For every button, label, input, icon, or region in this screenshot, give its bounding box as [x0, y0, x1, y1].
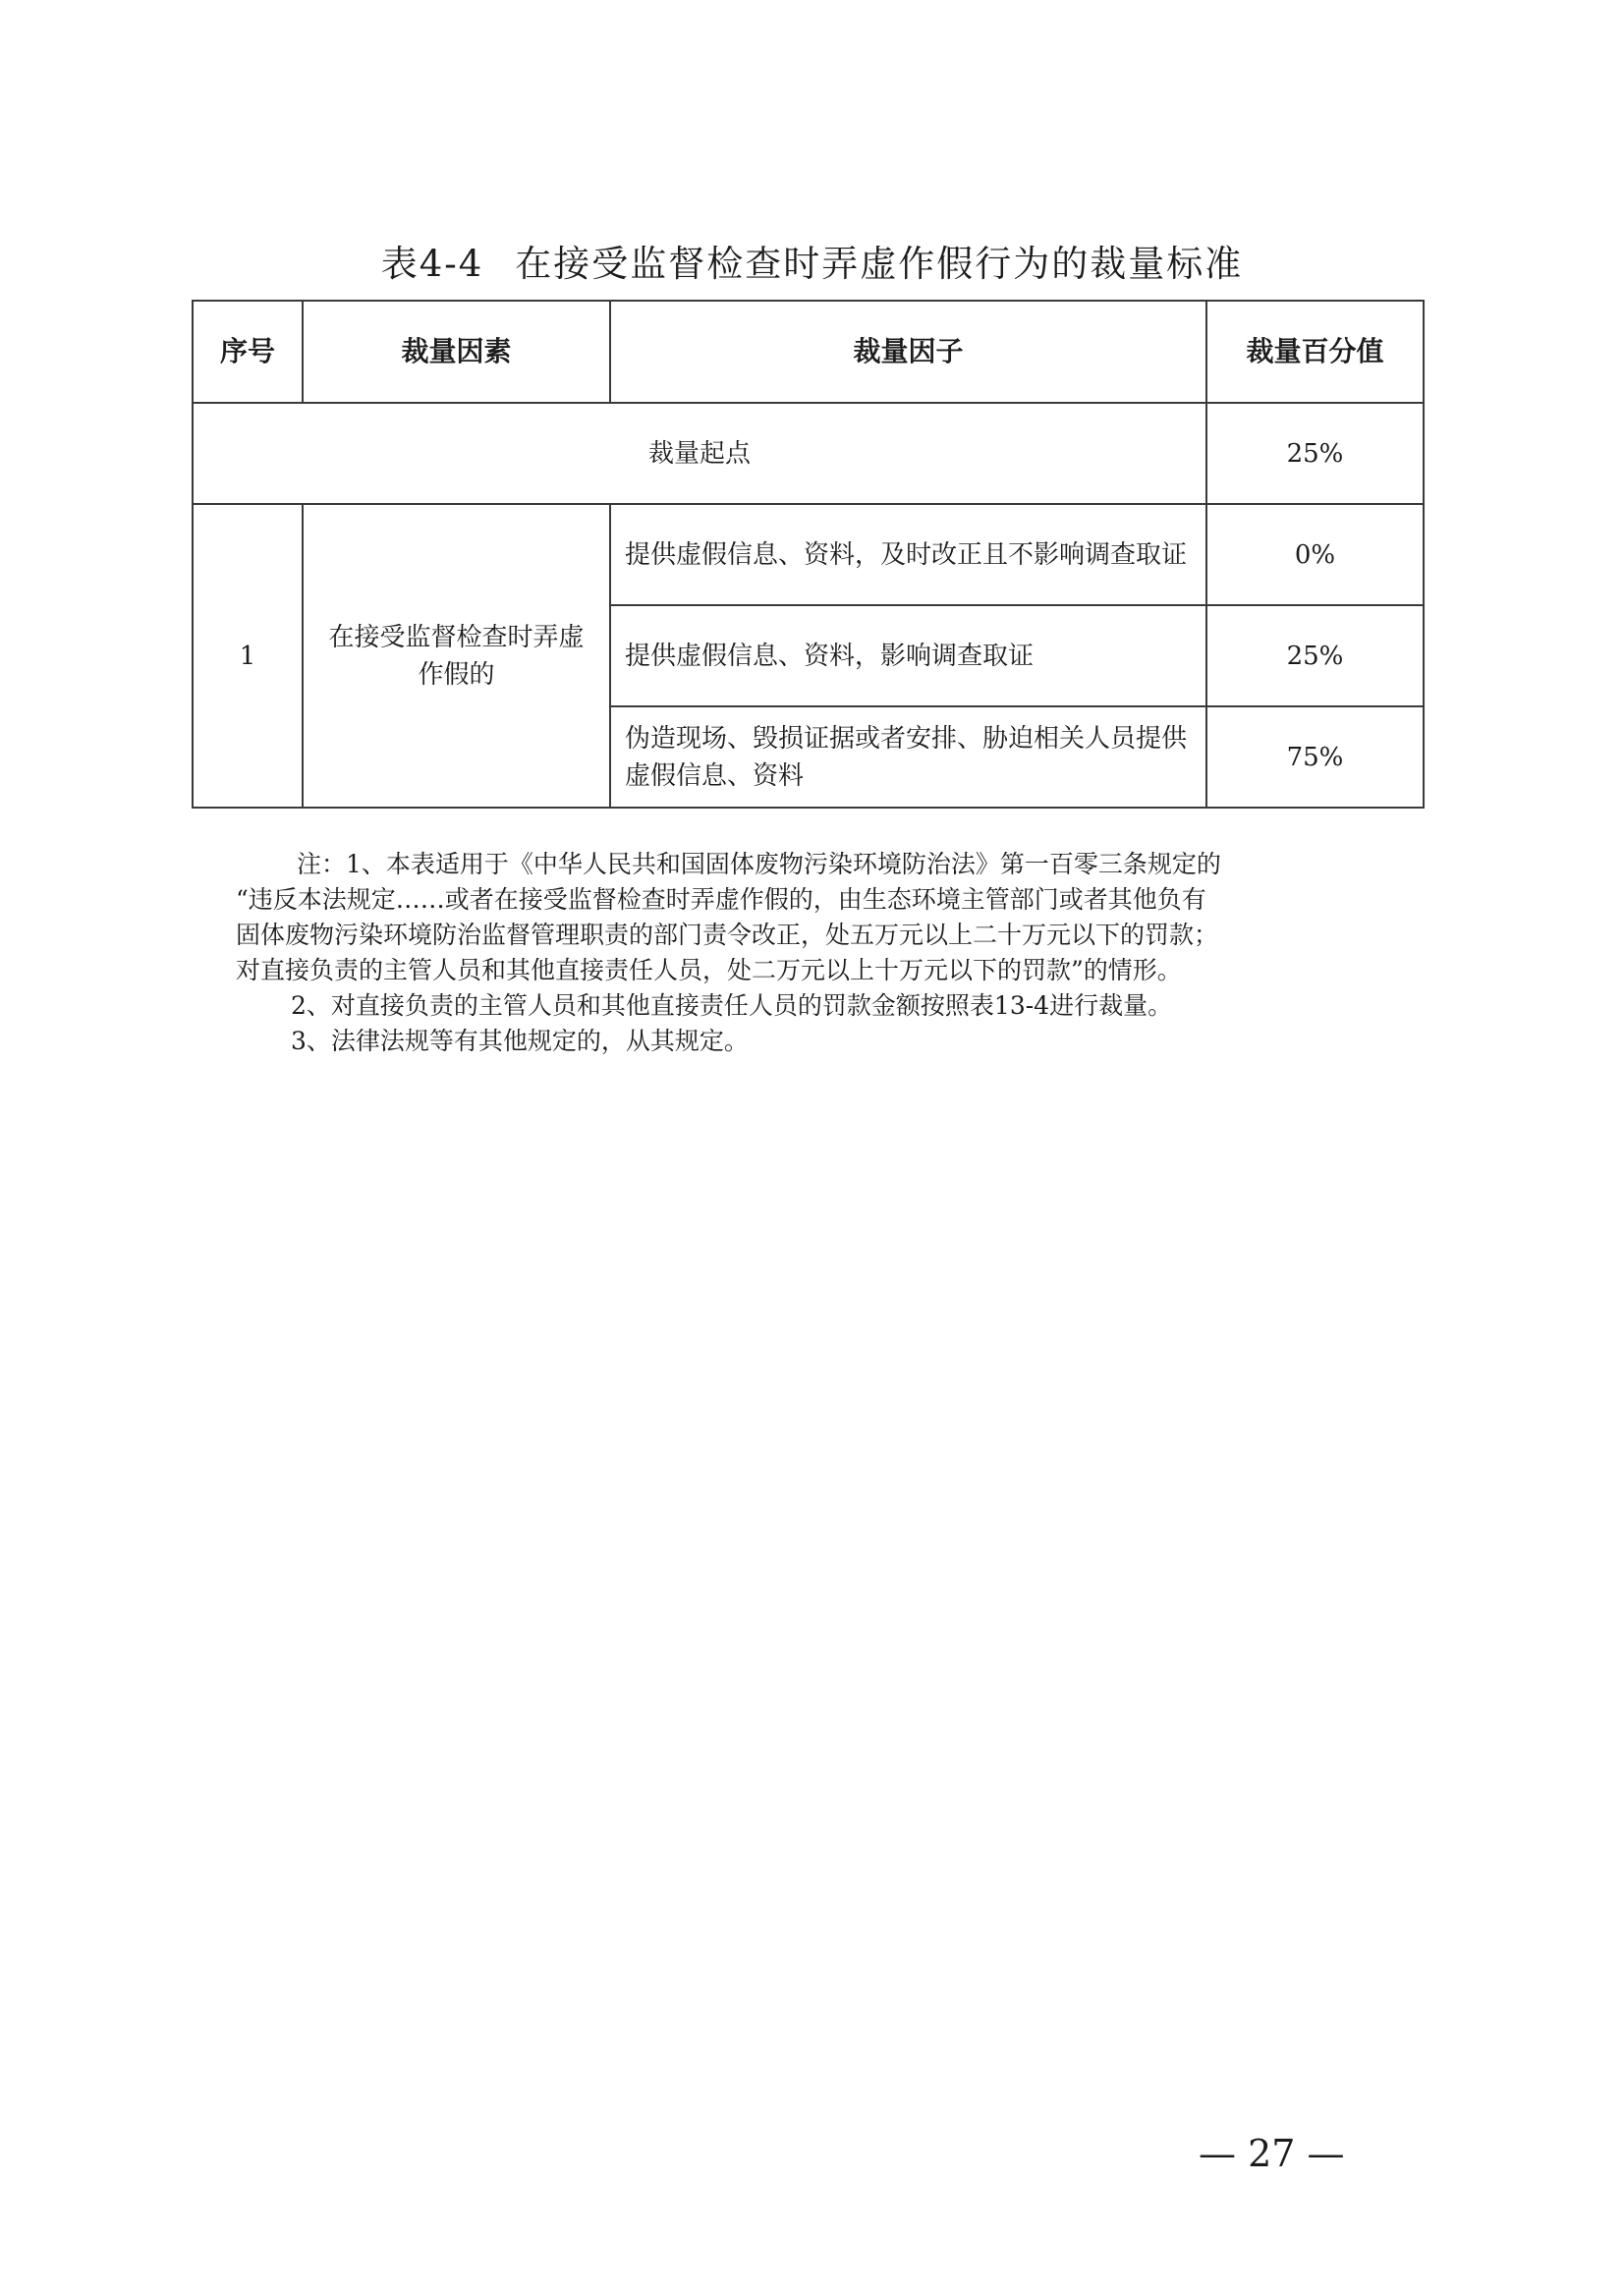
note-line: 固体废物污染环境防治监督管理职责的部门责令改正，处五万元以上二十万元以下的罚款； — [236, 921, 1219, 949]
note-line: 对直接负责的主管人员和其他直接责任人员，处二万元以上十万元以下的罚款”的情形。 — [236, 956, 1182, 984]
header-element: 裁量因素 — [303, 301, 610, 403]
factor-cell: 伪造现场、毁损证据或者安排、胁迫相关人员提供虚假信息、资料 — [610, 706, 1206, 808]
header-seq: 序号 — [193, 301, 303, 403]
table-row — [193, 504, 1424, 605]
percent-cell: 0% — [1206, 504, 1424, 605]
note-line: 注：1、本表适用于《中华人民共和国固体废物污染环境防治法》第一百零三条规定的 — [297, 850, 1221, 878]
table-title — [0, 234, 1624, 287]
discretion-standard-table — [192, 300, 1425, 809]
note-line: 3、法律法规等有其他规定的，从其规定。 — [291, 1027, 749, 1055]
table-title-text: 在接受监督检查时弄虚作假行为的裁量标准 — [515, 243, 1244, 285]
table-notes — [236, 847, 1395, 1059]
page-number: — 27 — — [1199, 2132, 1345, 2175]
percent-cell: 75% — [1206, 706, 1424, 808]
start-value: 25% — [1206, 403, 1424, 504]
table-code: 表4-4 — [380, 243, 484, 285]
note-line: “违反本法规定……或者在接受监督检查时弄虚作假的，由生态环境主管部门或者其他负有 — [236, 885, 1206, 914]
factor-cell: 提供虚假信息、资料，影响调查取证 — [610, 605, 1206, 706]
table-header-row — [193, 301, 1424, 403]
header-factor: 裁量因子 — [610, 301, 1206, 403]
percent-cell: 25% — [1206, 605, 1424, 706]
group-element: 在接受监督检查时弄虚作假的 — [303, 504, 610, 808]
note-line: 2、对直接负责的主管人员和其他直接责任人员的罚款金额按照表13-4进行裁量。 — [291, 991, 1173, 1020]
header-percent: 裁量百分值 — [1206, 301, 1424, 403]
factor-cell: 提供虚假信息、资料，及时改正且不影响调查取证 — [610, 504, 1206, 605]
group-seq: 1 — [193, 504, 303, 808]
start-label: 裁量起点 — [193, 403, 1206, 504]
start-row — [193, 403, 1424, 504]
